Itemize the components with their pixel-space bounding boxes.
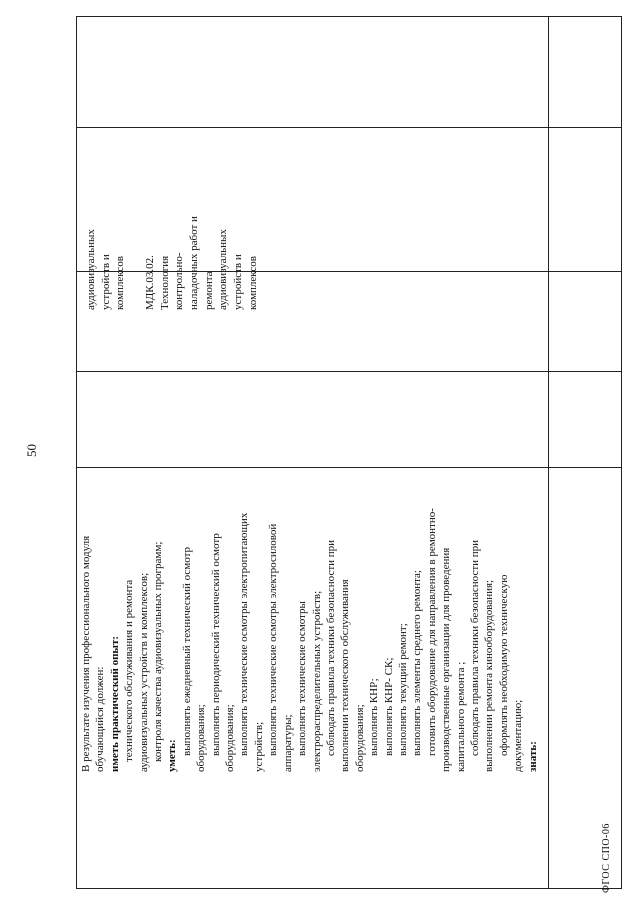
requirement-line: В результате изучения профессионального модуля	[80, 535, 92, 772]
course-code: МДК.03.02.	[143, 255, 156, 310]
section-heading: иметь практический опыт:	[108, 635, 121, 772]
requirement-line: соблюдать правила техники безопасности при	[324, 539, 337, 756]
requirement-line: технического обслуживания и ремонта	[123, 579, 136, 762]
table-row-divider	[548, 16, 549, 889]
course-line: комплексов	[246, 256, 259, 310]
requirement-line: выполнять технические осмотры	[296, 601, 309, 756]
course-line: Технология	[158, 255, 171, 310]
section-heading: знать:	[526, 741, 539, 772]
requirement-line: оборудования;	[353, 704, 366, 772]
requirement-line: выполнении ремонта кинооборудования;	[483, 579, 496, 772]
requirement-line: выполнять ежедневный технический осмотр	[180, 546, 193, 756]
standard-code: ФГОС СПО-06	[601, 823, 612, 893]
requirement-line: соблюдать правила техники безопасности при	[468, 539, 481, 756]
requirement-line: выполнять периодический технический осмотр	[209, 533, 222, 756]
requirement-line: выполнять элементы среднего ремонта;	[411, 570, 424, 756]
requirement-line: обучающийся должен:	[94, 666, 107, 772]
course-line: аудиовизуальных	[217, 229, 230, 310]
table-column-divider	[76, 127, 622, 128]
requirement-line: выполнении технического обслуживания	[339, 579, 352, 772]
requirement-line: выполнять технические осмотры электросиловой	[267, 523, 280, 756]
course-line: контрольно-	[173, 252, 186, 310]
page-number: 50	[24, 444, 39, 457]
requirement-line: электрораспределительных устройств;	[310, 590, 323, 772]
requirements-cell	[79, 508, 540, 772]
course-line: ремонта	[202, 271, 215, 310]
requirement-line: аппаратуры;	[281, 714, 294, 772]
requirement-line: контроля качества аудиовизуальных программ;	[152, 541, 165, 762]
course-line: устройств и	[232, 254, 245, 310]
requirement-line: документацию;	[512, 699, 525, 772]
table-column-divider	[76, 467, 622, 468]
requirement-line: оборудования;	[224, 704, 237, 772]
requirement-line: аудиовизуальных устройств и комплексов;	[137, 572, 150, 772]
requirement-line: оформлять необходимую техническую	[497, 574, 510, 756]
course-module-cell	[84, 216, 260, 310]
course-line: комплексов	[114, 256, 127, 310]
requirement-line: готовить оборудование для направления в ремонтно-	[425, 508, 438, 756]
requirement-line: устройств;	[252, 721, 265, 772]
requirement-line: производственные организации для проведения	[440, 547, 453, 772]
requirement-line: капитального ремонта ;	[454, 661, 467, 772]
requirement-line: выполнять КНР;	[368, 678, 381, 756]
requirement-line: выполнять текущий ремонт;	[396, 623, 409, 756]
course-line: аудиовизуальных	[85, 229, 97, 310]
requirement-line: оборудования;	[195, 704, 208, 772]
requirement-line: выполнять технические осмотры электропитающих	[238, 512, 251, 756]
section-heading: уметь:	[166, 739, 179, 772]
table-column-divider	[76, 371, 622, 372]
course-line: наладочных работ и	[187, 216, 200, 310]
requirement-line: выполнять КНР- СК;	[382, 657, 395, 756]
course-line: устройств и	[99, 254, 112, 310]
